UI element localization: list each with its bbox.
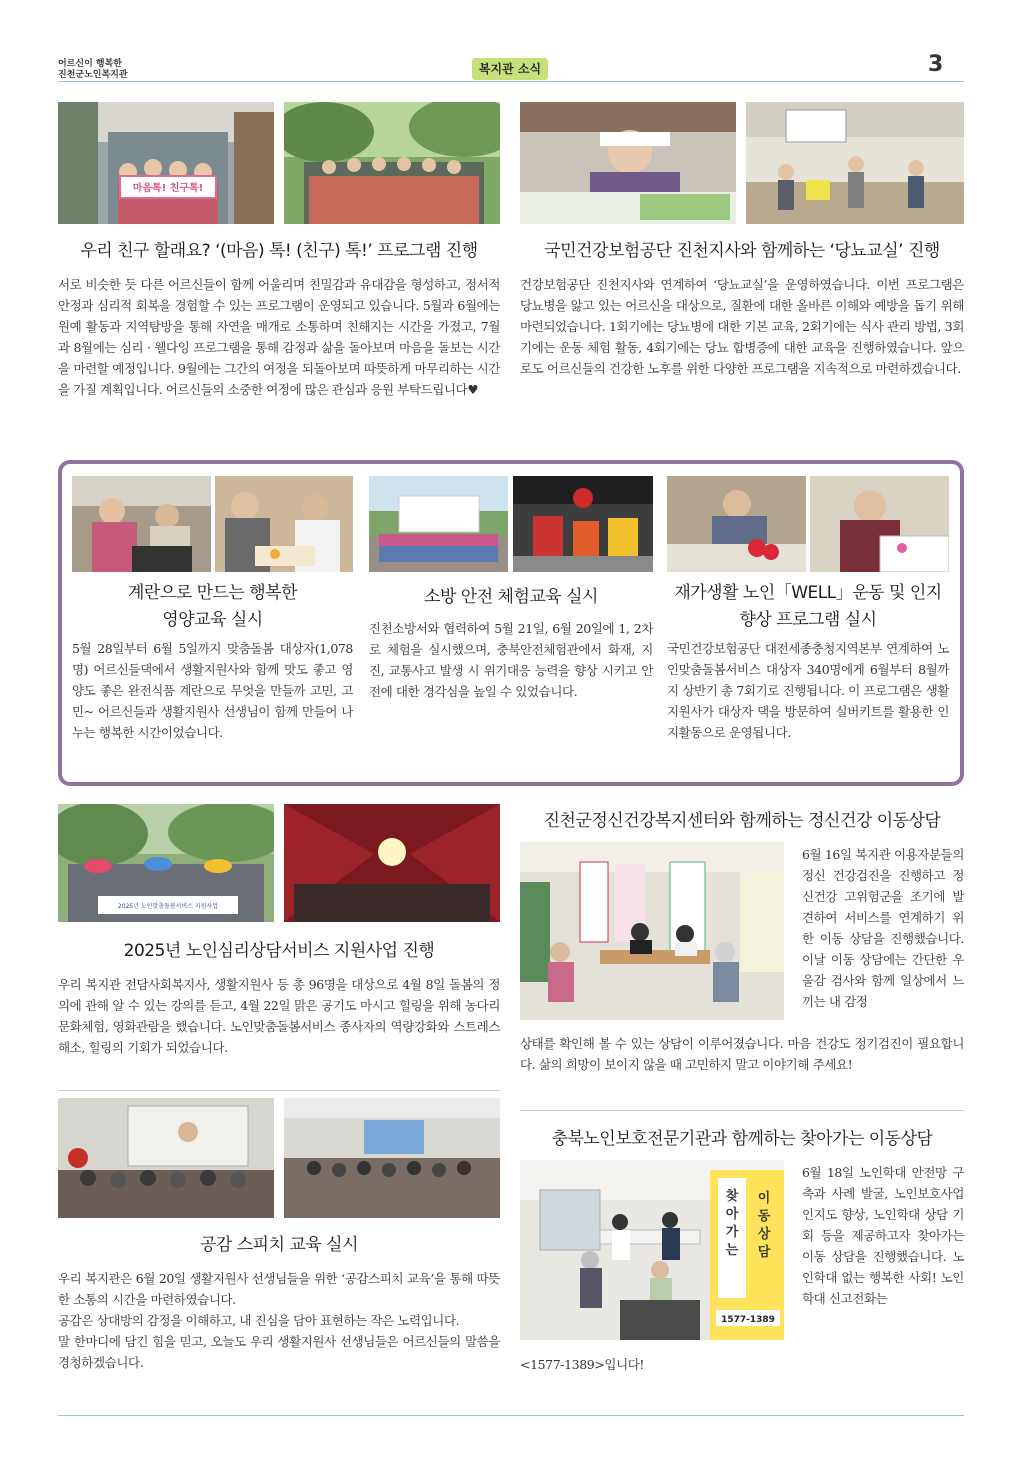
well-body: 국민건강보험공단 대전세종충청지역본부 연계하여 노인맞춤돌봄서비스 대상자 340명에게 6월부터 8월까지 상반기 총 7회기로 진행됩니다. 이 프로그램은 생활지원사가 대상자 댁을 방문하여 실버키트를 활용한 인지활동으로 운영됩니다. xyxy=(667,641,949,740)
well-title-line1: 재가생활 노인「WELL」운동 및 인지 xyxy=(674,583,942,603)
elder-title: 충북노인보호전문기관과 함께하는 찾아가는 이동상담 xyxy=(551,1129,933,1149)
egg-kitchen-photo xyxy=(72,476,211,572)
mental-body-full: 상태를 확인해 볼 수 있는 상담이 이루어졌습니다. 마음 건강도 정기검진이 필요합니다. 삶의 희망이 보이지 않을 때 고민하지 말고 이야기해 주세요! xyxy=(520,1036,964,1072)
speech-lecture-photo xyxy=(58,1098,274,1218)
page-number: 3 xyxy=(928,52,944,77)
speech-body xyxy=(58,1268,500,1373)
friends-park-photo xyxy=(284,102,500,224)
org-name-line2: 진천군노인복지관 xyxy=(58,70,128,80)
diabetes-title: 국민건강보험공단 진천지사와 함께하는 ‘당뇨교실’ 진행 xyxy=(544,241,940,261)
diabetes-exercise-photo xyxy=(746,102,964,224)
svg-text:는: 는 xyxy=(725,1243,739,1258)
divider xyxy=(58,1090,500,1091)
psych-banner-text: 2025년 노인맞춤돌봄서비스 지원사업 xyxy=(117,903,219,910)
diabetes-class-photo xyxy=(520,102,736,224)
svg-text:아: 아 xyxy=(725,1207,739,1222)
elder-body-side: 6월 18일 노인학대 안전망 구축과 사례 발굴, 노인보호사업 인지도 향상, 노인학대 상담 기회 등을 제공하고자 찾아가는 이동 상담을 진행했습니다. 노인학대 없는 행복한 사회! 노인학대 신고전화는 xyxy=(802,1165,964,1306)
divider xyxy=(520,1110,964,1111)
svg-text:이: 이 xyxy=(757,1191,771,1206)
speech-body-p2: 공감은 상대방의 감정을 이해하고, 내 진심을 담아 표현하는 작은 노력입니다. xyxy=(58,1313,460,1328)
friends-title: 우리 친구 할래요? ‘(마음) 톡! (친구) 톡!’ 프로그램 진행 xyxy=(80,241,478,261)
org-name-line1: 어르신이 행복한 xyxy=(58,59,122,69)
friends-banner-text: 마음톡! 친구톡! xyxy=(132,183,204,194)
fire-body: 진천소방서와 협력하여 5월 21일, 6월 20일에 1, 2차로 체험을 실시했으며, 충북안전체험관에서 화재, 지진, 교통사고 발생 시 위기대응 능력을 향상 시키고 안전에 대한 경각심을 높일 수 있었습니다. xyxy=(369,621,653,699)
mental-body-side: 6월 16일 복지관 이용자분들의 정신 건강검진을 진행하고 정신건강 고위험군을 조기에 발견하여 서비스를 연계하기 위한 이동 상담을 진행했습니다. 이날 이동 상담에는 간단한 우울감 검사와 함께 일상에서 느끼는 내 감정 xyxy=(802,847,964,1009)
well-kit-photo xyxy=(667,476,806,572)
friends-market-photo xyxy=(58,102,274,224)
fire-group-photo xyxy=(369,476,508,572)
svg-text:담: 담 xyxy=(757,1245,771,1260)
well-writing-photo xyxy=(810,476,949,572)
header-rule xyxy=(58,81,964,82)
svg-text:동: 동 xyxy=(757,1209,771,1224)
egg-title-line2: 영양교육 실시 xyxy=(162,610,263,630)
well-title-line2: 향상 프로그램 실시 xyxy=(739,610,877,630)
svg-text:찾: 찾 xyxy=(725,1189,739,1204)
mental-title: 진천군정신건강복지센터와 함께하는 정신건강 이동상담 xyxy=(543,811,941,831)
section-tag: 복지관 소식 xyxy=(472,58,548,80)
psych-title: 2025년 노인심리상담서비스 지원사업 진행 xyxy=(123,941,435,961)
psych-body: 우리 복지관 전담사회복지사, 생활지원사 등 총 96명을 대상으로 4월 8일 돌봄의 정의에 관해 알 수 있는 강의를 듣고, 4월 22일 맑은 공기도 마시고 힐링을 위해 농다리 문화체험, 영화관람을 했습니다. 노인맞춤돌봄서비스 종사자의 역량강화와 스트레스 해소, 힐링의 기회가 되었습니다. xyxy=(58,977,500,1055)
psych-theater-photo xyxy=(284,804,500,922)
speech-audience-photo xyxy=(284,1098,500,1218)
friends-body: 서로 비슷한 듯 다른 어르신들이 함께 어울리며 친밀감과 유대감을 형성하고, 정서적 안정과 심리적 회복을 경험할 수 있는 프로그램이 운영되고 있습니다. 5월과 6월에는 원예 활동과 지역탐방을 통해 자연을 매개로 소통하며 친해지는 시간을 가졌고, 7월과 8월에는 심리 · 웰다잉 프로그램을 통해 감정과 삶을 돌아보며 마음을 돌보는 시간을 마련할 예정입니다. 9월에는 그간의 여정을 되돌아보며 따뜻하게 마무리하는 시간을 가질 계획입니다. 어르신들의 소중한 여정에 많은 관심과 응원 부탁드립니다♥ xyxy=(58,277,500,397)
svg-text:가: 가 xyxy=(725,1225,739,1240)
speech-title: 공감 스피치 교육 실시 xyxy=(199,1235,358,1255)
egg-title-line1: 계란으로 만드는 행복한 xyxy=(127,583,298,603)
egg-title xyxy=(72,580,353,634)
svg-text:상: 상 xyxy=(757,1227,771,1242)
footer-rule xyxy=(58,1415,964,1416)
speech-body-p3: 말 한마디에 담긴 힘을 믿고, 오늘도 우리 생활지원사 선생님들은 어르신들의 말씀을 경청하겠습니다. xyxy=(58,1334,500,1370)
elder-banner-phone: 1577-1389 xyxy=(721,1315,775,1325)
org-name xyxy=(58,59,128,81)
speech-body-p1: 우리 복지관은 6월 20일 생활지원사 선생님들을 위한 ‘공감스피치 교육’을 통해 따뜻한 소통의 시간을 마련하였습니다. xyxy=(58,1271,500,1307)
fire-title: 소방 안전 체험교육 실시 xyxy=(424,587,598,607)
elder-body-full: <1577-1389>입니다! xyxy=(520,1357,645,1372)
well-title xyxy=(667,580,949,634)
mental-consult-photo xyxy=(520,842,784,1020)
fire-drill-photo xyxy=(513,476,653,572)
egg-cooking-photo xyxy=(215,476,353,572)
egg-body: 5월 28일부터 6월 5일까지 맞춤돌봄 대상자(1,078명) 어르신들댁에서 생활지원사와 함께 맛도 좋고 영양도 좋은 완전식품 계란으로 무엇을 만들까 고민, 고민~ 어르신들과 생활지원사 선생님이 함께 만들어 나누는 행복한 시간이었습니다. xyxy=(72,641,353,740)
psych-group-photo xyxy=(58,804,274,922)
diabetes-body: 건강보험공단 진천지사와 연계하여 ‘당뇨교실’을 운영하였습니다. 이번 프로그램은 당뇨병을 앓고 있는 어르신을 대상으로, 질환에 대한 올바른 이해와 예방을 돕기 위해 마련되었습니다. 1회기에는 당뇨병에 대한 기본 교육, 2회기에는 식사 관리 방법, 3회기에는 운동 체험 활동, 4회기에는 당뇨 합병증에 대한 교육을 진행하였습니다. 앞으로도 어르신들의 건강한 노후를 위한 다양한 프로그램을 지속적으로 마련하겠습니다. xyxy=(520,277,964,376)
elder-consult-photo xyxy=(520,1160,784,1340)
